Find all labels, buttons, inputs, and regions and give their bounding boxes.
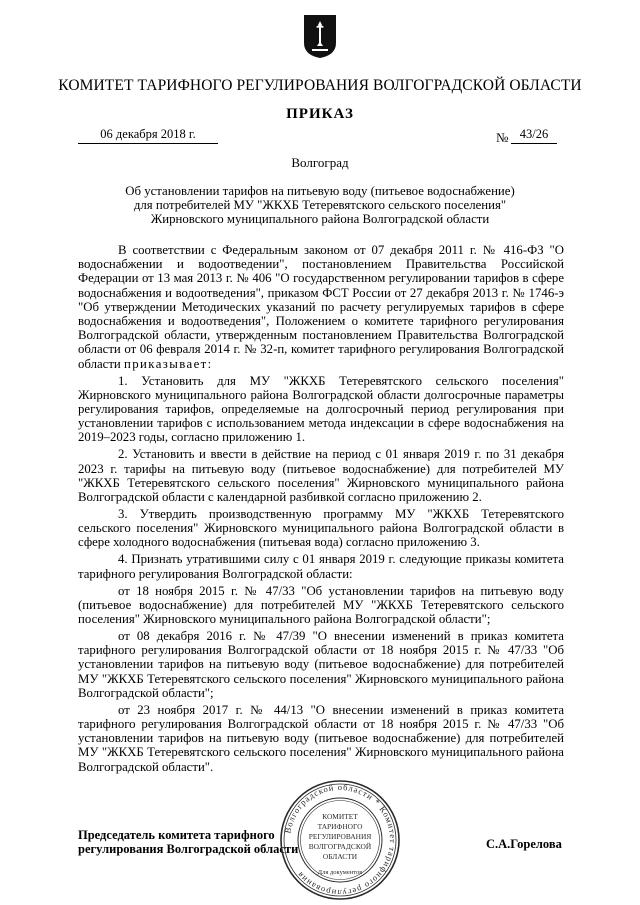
preamble-text: В соответствии с Федеральным законом от 07 декабря 2011 г. № 416-ФЗ "О водоснабжении и водоотведении", постановлением Правительства Российской Федерации от 13 мая 2013 г. № 406 "О государственном регулировании тарифов в сфере водоснабжения и водоотведения", приказом ФСТ России от 27 декабря 2013 г. № 1746-э "Об утверждении Методических указаний по расчету регулируемых тарифов в сфере водоснабжения и водоотведения", Положением о комитете тарифного регулирования Волгоградской области, утвержденным постановлением Правительства Волгоградской области от 06 февраля 2014 г. № 32-п, комитет тарифного регулирования Волгоградской области (78, 243, 564, 371)
signatory-title-line: регулирования Волгоградской области (78, 842, 299, 856)
order-body (78, 243, 564, 777)
order-item: 3. Утвердить производственную программу МУ "ЖКХБ Тетеревятского сельского поселения" Жирновского муниципального района Волгоградской области в сфере холодного водоснабжения (питьевая вода) согласно приложению 3. (78, 507, 564, 550)
seal-line: ВОЛГОГРАДСКОЙ (308, 842, 372, 851)
order-number-label: № (496, 130, 509, 145)
seal-line: ОБЛАСТИ (322, 852, 358, 861)
order-number: 43/26 (511, 127, 557, 144)
document-type: ПРИКАЗ (286, 106, 354, 122)
repealed-order: от 08 декабря 2016 г. № 47/39 "О внесении изменений в приказ комитета тарифного регулирования Волгоградской области от 18 ноября 2015 г. № 47/33 "Об установлении тарифов на питьевую воду (питьевое водоснабжение) для потребителей МУ "ЖКХБ Тетеревятского сельского поселения" Жирновского муниципального района Волгоградской области"; (78, 629, 564, 700)
seal-line: КОМИТЕТ (322, 812, 358, 821)
repealed-order: от 23 ноября 2017 г. № 44/13 "О внесении изменений в приказ комитета тарифного регулирования Волгоградской области от 18 ноября 2015 г. № 47/33 "Об установлении тарифов на питьевую воду (питьевое водоснабжение) для потребителей МУ "ЖКХБ Тетеревятского сельского поселения" Жирновского муниципального района Волгоградской области". (78, 702, 564, 774)
order-item: 4. Признать утратившими силу с 01 января 2019 г. следующие приказы комитета тарифного регулирования Волгоградской области: (78, 552, 564, 581)
order-item: 1. Установить для МУ "ЖКХБ Тетеревятского сельского поселения" Жирновского муниципального района Волгоградской области долгосрочные параметры регулирования тарифов, определяемые на долгосрочный период регулирования при установлении тарифов с использованием метода индексации в сфере водоснабжения на 2019–2023 годы, согласно приложению 1. (78, 373, 564, 445)
signatory-title (78, 828, 298, 856)
preamble-paragraph (78, 243, 564, 371)
subject-line: Об установлении тарифов на питьевую воду (питьевое водоснабжение) (125, 184, 515, 198)
seal-bottom-text: Для документов (317, 869, 363, 876)
official-seal-stamp (278, 778, 402, 902)
seal-ring-text: Волгоградской области * Комитет тарифного регулирования (282, 781, 399, 899)
subject-line: Жирновского муниципального района Волгоградской области (150, 212, 490, 226)
orders-keyword: приказывает: (123, 356, 213, 371)
order-item: 2. Установить и ввести в действие на период с 01 января 2019 г. по 31 декабря 2023 г. тарифы на питьевую воду (питьевое водоснабжение) для потребителей МУ "ЖКХБ Тетеревятского сельского поселения" Жирновского муниципального района Волгоградской области с календарной разбивкой согласно приложению 2. (78, 447, 564, 505)
committee-title: КОМИТЕТ ТАРИФНОГО РЕГУЛИРОВАНИЯ ВОЛГОГРАДСКОЙ ОБЛАСТИ (58, 77, 582, 94)
seal-line: РЕГУЛИРОВАНИЯ (308, 832, 372, 841)
order-subject (80, 184, 560, 226)
signatory-title-line: Председатель комитета тарифного (78, 828, 275, 842)
coat-of-arms-icon (302, 13, 338, 59)
signatory-name: С.А.Горелова (486, 837, 562, 851)
seal-line: ТАРИФНОГО (317, 822, 363, 831)
city: Волгоград (291, 155, 349, 170)
repealed-order: от 18 ноября 2015 г. № 47/33 "Об установлении тарифов на питьевую воду (питьевое водоснабжение) для потребителей МУ "ЖКХБ Тетеревятского сельского поселения" Жирновского муниципального района Волгоградской области"; (78, 583, 564, 627)
order-date: 06 декабря 2018 г. (78, 127, 218, 144)
subject-line: для потребителей МУ "ЖКХБ Тетеревятского сельского поселения" (133, 198, 507, 212)
